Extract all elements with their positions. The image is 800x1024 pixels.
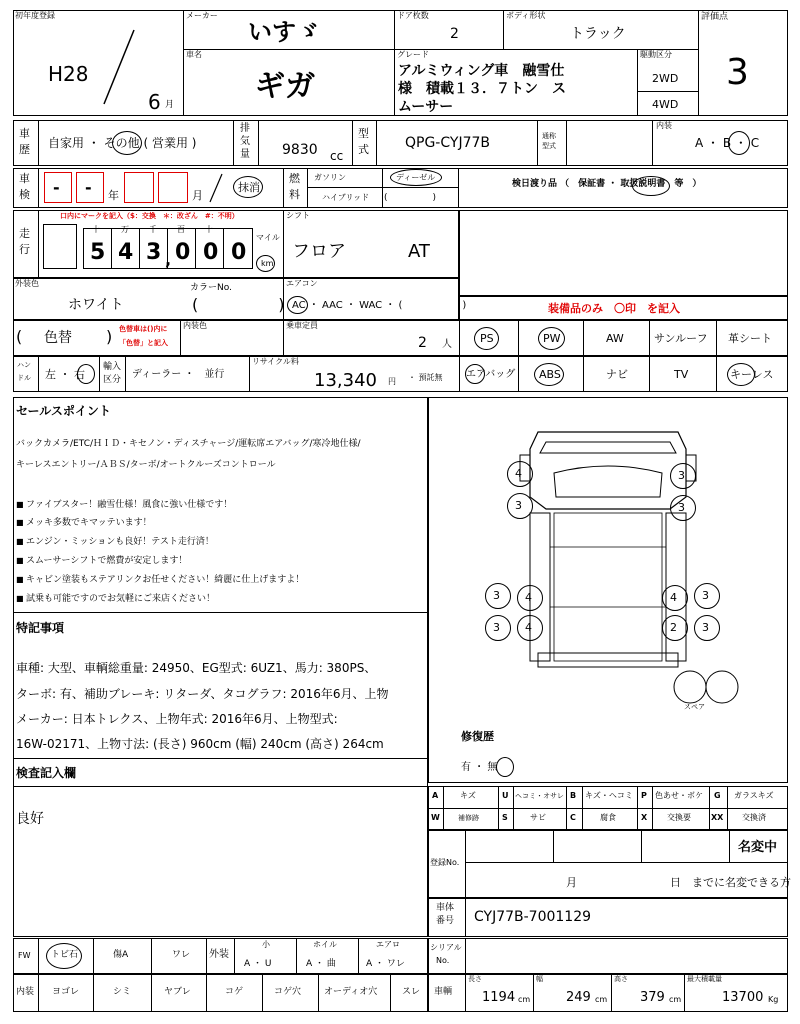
odo-digit-4: 0 — [203, 240, 219, 265]
km-circle-mark — [256, 255, 275, 272]
color-change-value: 色替 — [44, 330, 72, 346]
reg-month-label: 月 — [566, 876, 577, 889]
recycle-value: 13,340 — [314, 370, 377, 391]
wheel-label: ホイル — [313, 940, 337, 949]
tire-value-lr-1: 3 — [493, 589, 500, 602]
displacement-unit: cc — [330, 149, 344, 163]
legend-label-a: キズ — [460, 791, 476, 800]
docs-line: 検日渡り品 （ 保証書 ・ 取扱説明書 等 ） — [512, 179, 702, 189]
tire-value-rr-3: 2 — [670, 621, 677, 634]
width-value: 249 — [566, 990, 591, 1005]
transmission-value: AT — [408, 241, 430, 262]
tire-value-rr-2: 4 — [670, 591, 677, 604]
recycle-label: リサイクル料 — [252, 357, 299, 366]
fuel-hybrid: ハイブリッド — [322, 193, 370, 202]
special-line-3: メーカー: 日本トレクス、上物年式: 2016年6月、上物型式: — [16, 712, 338, 726]
legend-code-x: X — [641, 813, 648, 822]
aircon-label: エアコン — [286, 279, 318, 288]
handle-label-1: ハン — [17, 361, 31, 369]
history-label-2: 歴 — [19, 143, 30, 156]
shift-label: シフト — [286, 211, 310, 220]
mile-label: マイル — [256, 233, 280, 242]
legend-code-s: S — [502, 813, 508, 822]
sales-bullet-6: 試乗も可能ですのでお気軽にご来店ください！ — [26, 594, 216, 604]
capacity-unit: 人 — [442, 339, 452, 350]
odo-digit-5: 0 — [231, 240, 247, 265]
odo-unit-0: 十 — [92, 225, 100, 234]
truck-diagram — [428, 397, 788, 783]
first-reg-month-unit: 月 — [165, 100, 175, 110]
equip-tv: TV — [674, 368, 689, 381]
mileage-note: 口内にマークを記入（$：交換 ＊：改ざん #：不明） — [60, 212, 239, 220]
odo-comma: , — [165, 250, 172, 269]
usage-value: 自家用 ・ その他 ( 営業用 ) — [48, 136, 197, 150]
fw-chip-circle — [46, 943, 82, 969]
chassis-value: CYJ77B-7001129 — [474, 909, 592, 925]
equip-abs: ABS — [539, 368, 561, 381]
car-name-label: 車名 — [186, 50, 202, 59]
expired-circle-mark — [233, 176, 263, 198]
insp-year-unit: 年 — [108, 189, 119, 202]
disp-label-3: 量 — [240, 149, 250, 160]
model-label-2: 式 — [358, 143, 369, 156]
handle-row — [13, 356, 788, 392]
equip-pw: PW — [543, 332, 561, 345]
legend-label-xx: 交換済 — [742, 813, 766, 822]
disp-label-1: 排 — [240, 123, 250, 134]
grade-eval-label: 評価点 — [701, 12, 729, 22]
color-note-2: 「色替」と記入 — [119, 339, 168, 347]
mileage-label-2: 行 — [19, 243, 30, 256]
notice-label-2: 型式 — [542, 142, 556, 150]
sales-bullet-3: エンジン・ミッションも良好！テスト走行済！ — [26, 537, 214, 547]
mileage-mark-box[interactable] — [43, 224, 77, 269]
disp-label-2: 気 — [240, 136, 250, 147]
special-line-2: ターボ: 有、補助ブレーキ: リターダ、タコグラフ: 2016年6月、上物 — [16, 687, 389, 701]
color-no-label: カラーNo. — [190, 283, 232, 293]
odo-unit-1: 万 — [121, 225, 129, 234]
exterior-color-value: ホワイト — [68, 297, 124, 313]
first-reg-label: 初年度登録 — [15, 11, 55, 20]
displacement-value: 9830 — [282, 142, 318, 158]
insp-dash-1: - — [53, 178, 60, 197]
fuel-label-1: 燃 — [289, 172, 300, 185]
grade-line-2: 様 積載１３．７トン ス — [398, 81, 566, 97]
load-value: 13700 — [722, 990, 764, 1005]
handle-label-2: ドル — [17, 374, 31, 382]
auction-condition-sheet: 初年度登録 H28 6 月 メーカー いすゞ ドア枚数 2 ボディ形状 トラック 評価点 3 車名 ギガ グレード アルミウィング車 融雪仕 様 積載１３．７トン ス ムーサー 駆動区分 2WD 4WD 車 歴 自家用 ・ その他 ( 営業用 ) 排 気 量 9830 cc 型 式 QPG-CYJ77B 通称 型式 内装 A ・ B ・ C 車 検 - - 年 月 抹消 燃 料 ガソリン ディーゼル ハイブリッド ( ) 検日渡り品 （ 保証書 ・ 取扱説明書 等 ） 走 行 口内にマークを記入（$：交換 ＊：改ざん #：不明） 十 万 千 百 十 一 5 4 3 , 0 0 0 マイル km シフト フロア AT 外装色 ホワイト カラーNo. ( ) エアコン AC ・ AAC ・ WAC ・ ( ) 装備品のみ 〇印 を記入 ( 色替 ) 色替車は()内に 「色替」と記入 内装色 乗車定員 2 人 PS PW AW サンルーフ 革シート ハン ドル 左 ・ 右 輸入 区分 ディーラー ・ 並行 リサイクル料 13,340 円 ・ 預託無 エアバッグ ABS ナビ TV キーレス セールスポイント バックカメラ/ETC/ＨＩＤ・キセノン・ディスチャージ/運転席エアバッグ/寒冷地仕様/ キーレスエントリー/ＡＢＳ/ターボ/オートクルーズコントロール ■ ファイブスター！融雪仕様！風食に強い仕様です！ ■ メッキ多数でキマッテいます！ ■ エンジン・ミッションも良好！テスト走行済！ ■ スムーサーシフトで燃費が安定します！ ■ キャビン塗装もステアリンクお任せください！綺麗に仕上げますよ！ ■ 試乗も可能ですのでお気軽にご来店ください！ 特記事項 車種: 大型、車輌総重量: 24950、EG型式: 6UZ1、馬力: 380PS、 ターボ: 有、補助ブレーキ: リターダ、タコグラフ: 2016年6月、上物 メーカー: 日本トレクス、上物年式: 2016年6月、上物型式: 16W-02171、上物寸法: (長さ) 960cm (幅) 240cm (高さ) 264cm 検査記入欄 良好 4 3 3 4 3 4 3 3 3 4 2 3 スペア 修復歴 有 ・ 無 A キズ U ヘコミ・オサレ B キズ・ヘコミ P 色あせ・ボケ G ガラスキズ W 補修跡 S サビ C 腐食 X 交換要 XX 交換済 名変中 登録No. 月 日 までに名変できる方 車体 番号 CYJ77B-7001129 FW トビ石 傷A ワレ 外装 小 A ・ U ホイル A ・ 曲 エアロ A ・ ワレ シリアル No. 内装 ヨゴレ シミ ヤブレ コゲ コゲ穴 オーディオ穴 スレ 車輌 長さ 1194 cm 幅 249 cm 高さ 379 cm 最大積載量 13700 Kg — [0, 0, 800, 1024]
legend-label-s: サビ — [530, 813, 546, 822]
drive-label: 駆動区分 — [640, 50, 672, 59]
serial-label-1: シリアル — [430, 943, 462, 952]
equip-ps-circle — [474, 327, 499, 350]
height-value: 379 — [640, 990, 665, 1005]
int-burn-hole: コゲ穴 — [274, 987, 302, 997]
interior-label: 内装 — [656, 121, 672, 130]
length-unit: cm — [518, 995, 531, 1004]
insp-month-box-1[interactable] — [124, 172, 154, 203]
import-value: ディーラー ・ 並行 — [132, 369, 225, 380]
legend-label-x: 交換要 — [667, 813, 691, 822]
odo-unit-5: 一 — [233, 225, 241, 234]
reg-deadline: 日 までに名変できる方 — [670, 876, 791, 889]
inspection-notes-body: 良好 — [16, 811, 44, 827]
fuel-gasoline: ガソリン — [314, 173, 346, 182]
history-label-1: 車 — [19, 127, 30, 140]
doors-value: 2 — [450, 26, 459, 42]
legend-code-b: B — [570, 791, 577, 800]
maker-value: いすゞ — [248, 18, 320, 46]
legend-label-b: キズ・ヘコミ — [585, 791, 633, 800]
width-unit: cm — [595, 995, 608, 1004]
inspection-notes-title: 検査記入欄 — [16, 766, 77, 780]
docs-area — [459, 210, 788, 296]
color-note-1: 色替車は()内に — [119, 325, 168, 333]
tire-value-lr-3: 3 — [493, 621, 500, 634]
tire-value-rf-1: 3 — [678, 469, 685, 482]
tire-value-lr-4: 4 — [525, 621, 532, 634]
inspection-label-1: 車 — [19, 172, 30, 185]
recycle-deposit: ・ 預託無 — [408, 373, 443, 382]
grade-eval-value: 3 — [726, 52, 749, 93]
int-dirt: ヨゴレ — [52, 987, 80, 997]
import-label-1: 輸入 — [103, 362, 122, 372]
equip-sunroof: サンルーフ — [654, 332, 708, 345]
small-label: 小 — [262, 940, 270, 949]
repair-circle-mark — [496, 757, 514, 777]
fuel-hybrid-paren: ( ) — [384, 193, 437, 203]
name-change-label: 名変中 — [738, 840, 778, 855]
fuel-label-2: 料 — [289, 188, 300, 201]
int-burn: コゲ — [225, 987, 244, 997]
legend-label-p: 色あせ・ボケ — [655, 791, 703, 800]
sales-bullet-4: スムーサーシフトで燃費が安定します！ — [26, 556, 188, 566]
special-line-4: 16W-02171、上物寸法: (長さ) 960cm (幅) 240cm (高さ) 264cm — [16, 737, 384, 751]
equip-aw: AW — [606, 332, 624, 345]
legend-code-g: G — [714, 791, 721, 800]
insp-expired: 抹消 — [238, 181, 260, 194]
serial-row — [428, 938, 788, 974]
equip-leather: 革シート — [728, 332, 772, 345]
odo-unit-3: 百 — [177, 225, 185, 234]
model-value: QPG-CYJ77B — [405, 135, 490, 151]
equip-note: 装備品のみ 〇印 を記入 — [548, 302, 680, 315]
equip-pw-circle — [538, 327, 565, 350]
odo-digit-2: 3 — [146, 240, 162, 265]
km-label: km — [261, 259, 274, 268]
special-title: 特記事項 — [16, 621, 65, 635]
sales-line-1: バックカメラ/ETC/ＨＩＤ・キセノン・ディスチャージ/運転席エアバッグ/寒冷地仕様/ — [16, 439, 361, 449]
length-label: 長さ — [468, 975, 482, 983]
sales-bullet-1: ファイブスター！融雪仕様！風食に強い仕様です！ — [26, 500, 233, 510]
handle-value: 左 ・ 右 — [45, 368, 85, 381]
first-reg-slash — [100, 28, 140, 108]
legend-label-w: 補修跡 — [458, 814, 479, 822]
tire-value-lf-1: 4 — [515, 467, 522, 480]
exterior-parts-label: 外装 — [209, 949, 229, 960]
tire-value-lf-2: 3 — [515, 499, 522, 512]
drive-4wd: 4WD — [652, 98, 679, 111]
odo-digit-1: 4 — [118, 240, 134, 265]
repair-value: 有 ・ 無 — [461, 762, 498, 773]
spare-label: スペア — [684, 703, 705, 711]
reg-no-label: 登録No. — [430, 858, 460, 867]
mileage-label-1: 走 — [19, 227, 30, 240]
legend-code-p: P — [641, 791, 647, 800]
diesel-circle-mark — [390, 169, 442, 186]
inspection-label-2: 検 — [19, 188, 30, 201]
equip-navi: ナビ — [606, 368, 628, 381]
odo-digit-3: 0 — [175, 240, 191, 265]
grade-label: グレード — [397, 50, 429, 59]
import-label-2: 区分 — [103, 375, 122, 385]
insp-slash — [206, 172, 226, 204]
fw-label: FW — [18, 951, 31, 960]
docs-circle-mark — [632, 176, 670, 196]
length-value: 1194 — [482, 990, 516, 1005]
insp-month-unit: 月 — [192, 189, 203, 202]
doors-label: ドア枚数 — [397, 11, 429, 20]
odo-unit-2: 千 — [149, 225, 157, 234]
height-unit: cm — [669, 995, 682, 1004]
model-label-1: 型 — [358, 127, 369, 140]
wheel-value: A ・ 曲 — [306, 959, 336, 969]
width-label: 幅 — [536, 975, 543, 983]
drive-2wd: 2WD — [652, 72, 679, 85]
interior-scale: A ・ B ・ C — [695, 136, 760, 150]
sales-bullet-5: キャビン塗装もステアリンクお任せください！綺麗に仕上げますよ！ — [26, 575, 305, 585]
interior-circle-mark — [728, 131, 750, 155]
equip-ps: PS — [480, 332, 494, 345]
shift-value: フロア — [292, 241, 346, 262]
int-tear: ヤブレ — [164, 987, 191, 997]
chassis-label-1: 車体 — [436, 903, 455, 913]
grade-line-3: ムーサー — [398, 99, 454, 115]
equip-keyless: キーレス — [730, 368, 774, 381]
legend-code-u: U — [502, 791, 509, 800]
first-reg-month: 6 — [148, 90, 161, 114]
legend-label-u: ヘコミ・オサレ — [515, 792, 564, 800]
fw-scratch: 傷A — [113, 950, 129, 960]
legend-code-xx: XX — [711, 813, 724, 822]
equip-abs-circle — [534, 363, 564, 386]
equip-airbag: エアバッグ — [466, 369, 516, 380]
fuel-diesel: ディーゼル — [396, 173, 436, 182]
sales-title: セールスポイント — [16, 404, 111, 418]
legend-code-a: A — [432, 791, 439, 800]
int-stain: シミ — [113, 987, 132, 997]
int-label: 内装 — [16, 987, 35, 997]
load-label: 最大積載量 — [687, 975, 722, 983]
equip-airbag-circle — [465, 364, 485, 384]
aircon-circle-mark — [287, 296, 308, 314]
body-label: ボディ形状 — [506, 11, 546, 20]
tire-value-rr-1: 3 — [702, 589, 709, 602]
fw-crack: ワレ — [172, 950, 191, 960]
aero-value: A ・ ワレ — [366, 959, 405, 969]
body-value: トラック — [570, 26, 626, 42]
insp-dash-2: - — [85, 178, 92, 197]
special-line-1: 車種: 大型、車輌総重量: 24950、EG型式: 6UZ1、馬力: 380PS、 — [16, 661, 377, 675]
sales-bullet-2: メッキ多数でキマッテいます！ — [26, 518, 152, 528]
tire-value-rf-2: 3 — [678, 501, 685, 514]
chassis-label-2: 番号 — [436, 916, 455, 926]
load-unit: Kg — [768, 995, 779, 1004]
interior-color-label: 内装色 — [183, 321, 207, 330]
notice-label-1: 通称 — [542, 132, 556, 140]
insp-month-box-2[interactable] — [158, 172, 188, 203]
odo-unit-4: 十 — [205, 225, 213, 234]
capacity-value: 2 — [418, 335, 427, 351]
recycle-unit: 円 — [388, 377, 396, 386]
sales-line-2: キーレスエントリー/ＡＢＳ/ターボ/オートクルーズコントロール — [16, 460, 276, 470]
legend-code-c: C — [570, 813, 576, 822]
equip-keyless-circle — [727, 363, 755, 386]
tire-value-rr-4: 3 — [702, 621, 709, 634]
legend-label-c: 腐食 — [600, 813, 616, 822]
capacity-label: 乗車定員 — [286, 321, 318, 330]
first-reg-year: H28 — [48, 62, 89, 86]
usage-circle-mark — [112, 131, 142, 155]
color-no-paren: ( ) — [192, 295, 285, 314]
odo-digit-0: 5 — [90, 240, 106, 265]
small-value: A ・ U — [244, 959, 272, 969]
handle-circle-mark — [77, 364, 95, 384]
aircon-value: AC ・ AAC ・ WAC ・ ( ) — [292, 300, 467, 311]
int-audio-hole: オーディオ穴 — [324, 987, 378, 997]
aero-label: エアロ — [376, 940, 400, 949]
fw-chip: トビ石 — [51, 950, 79, 960]
grade-line-1: アルミウィング車 融雪仕 — [398, 63, 565, 79]
height-label: 高さ — [614, 975, 628, 983]
int-wear: スレ — [402, 987, 421, 997]
serial-label-2: No. — [436, 956, 450, 965]
exterior-color-label: 外装色 — [15, 279, 39, 288]
legend-code-w: W — [431, 813, 440, 822]
dims-label: 車輌 — [434, 987, 453, 997]
tire-value-lr-2: 4 — [525, 591, 532, 604]
maker-label: メーカー — [186, 11, 218, 20]
legend-label-g: ガラスキズ — [734, 791, 774, 800]
repair-label: 修復歴 — [461, 730, 494, 743]
car-name-value: ギガ — [255, 69, 315, 104]
